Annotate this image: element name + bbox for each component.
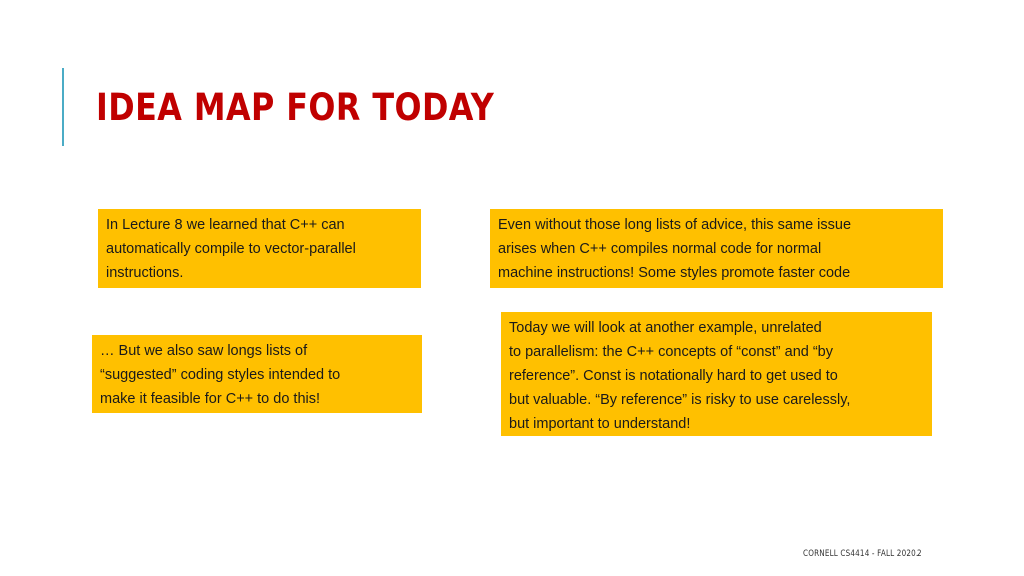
note-coding-styles: … But we also saw longs lists of “suggested” coding styles intended to make it feasible for C++ to do this!	[92, 335, 422, 413]
note-normal-code: Even without those long lists of advice, this same issue arises when C++ compiles normal code for normal machine instructions! Some styles promote faster code	[490, 209, 943, 288]
footer-course: CORNELL CS4414 - FALL 2020.	[803, 549, 919, 559]
note-today: Today we will look at another example, unrelated to parallelism: the C++ concepts of “const” and “by reference”. Const is notationally hard to get used to but valuable. “By reference” is risky to use carelessly, but important to understand!	[501, 312, 932, 436]
page-number: 2	[917, 549, 922, 559]
title-accent-bar	[62, 68, 64, 146]
note-lecture-8: In Lecture 8 we learned that C++ can automatically compile to vector-parallel instructions.	[98, 209, 421, 288]
slide-title: IDEA MAP FOR TODAY	[96, 86, 495, 129]
